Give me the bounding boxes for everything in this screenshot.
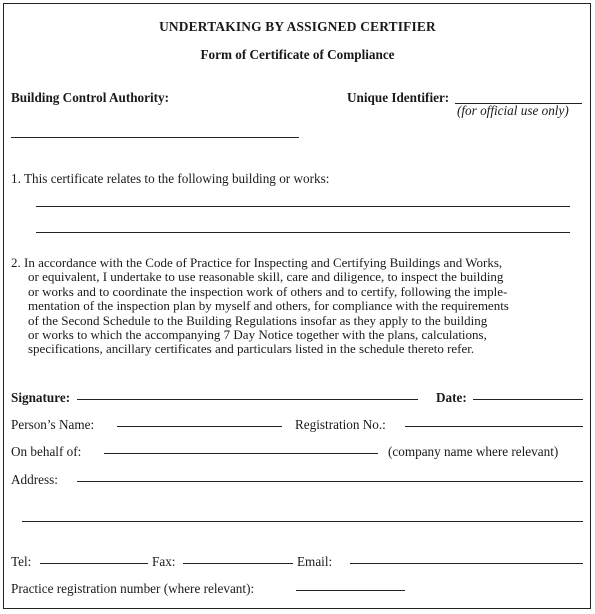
- signature-field[interactable]: [77, 399, 418, 400]
- address-label: Address:: [11, 472, 58, 487]
- form-title: UNDERTAKING BY ASSIGNED CERTIFIER: [159, 19, 436, 34]
- practice-registration-label: Practice registration number (where relevant):: [11, 581, 255, 596]
- item-2-line: 2. In accordance with the Code of Practice for Inspecting and Certifying Buildings and Works,: [11, 255, 503, 270]
- unique-identifier-label: Unique Identifier:: [347, 90, 450, 105]
- form-subtitle: Form of Certificate of Compliance: [200, 47, 395, 62]
- building-works-field-1[interactable]: [36, 206, 570, 207]
- item-2-line: specifications, ancillary certificates and particulars listed in the schedule thereto refer.: [28, 341, 475, 357]
- email-label: Email:: [297, 554, 333, 569]
- company-name-note: (company name where relevant): [388, 444, 559, 459]
- on-behalf-of-label: On behalf of:: [11, 444, 82, 459]
- item-1-text: 1. This certificate relates to the following building or works:: [11, 171, 330, 186]
- tel-label: Tel:: [11, 554, 32, 569]
- authority-field[interactable]: [11, 137, 299, 138]
- on-behalf-of-field[interactable]: [104, 453, 378, 454]
- practice-registration-field[interactable]: [296, 590, 405, 591]
- item-2-line: of the Second Schedule to the Building Regulations insofar as they apply to the building: [28, 312, 488, 328]
- date-field[interactable]: [473, 399, 583, 400]
- item-2-line: mentation of the inspection plan by myself and others, for compliance with the requirements: [28, 298, 509, 314]
- authority-label: Building Control Authority:: [11, 90, 170, 105]
- address-field-1[interactable]: [77, 481, 583, 482]
- official-use-note: (for official use only): [457, 103, 569, 118]
- signature-label: Signature:: [11, 390, 71, 405]
- item-2-line: or works to which the accompanying 7 Day Notice together with the plans, calculations,: [28, 327, 487, 343]
- fax-label: Fax:: [152, 554, 176, 569]
- item-2-line: or equivalent, I undertake to use reasonable skill, care and diligence, to inspect the building: [28, 269, 504, 285]
- tel-field[interactable]: [40, 563, 148, 564]
- fax-field[interactable]: [183, 563, 293, 564]
- item-2-paragraph: [11, 256, 585, 357]
- building-works-field-2[interactable]: [36, 232, 570, 233]
- item-2-line: or works and to coordinate the inspection work of others and to certify, following the imple-: [28, 283, 508, 299]
- date-label: Date:: [436, 390, 467, 405]
- registration-no-label: Registration No.:: [295, 417, 386, 432]
- address-field-2[interactable]: [22, 521, 583, 522]
- email-field[interactable]: [350, 563, 583, 564]
- persons-name-label: Person’s Name:: [11, 417, 95, 432]
- registration-no-field[interactable]: [405, 426, 583, 427]
- persons-name-field[interactable]: [117, 426, 282, 427]
